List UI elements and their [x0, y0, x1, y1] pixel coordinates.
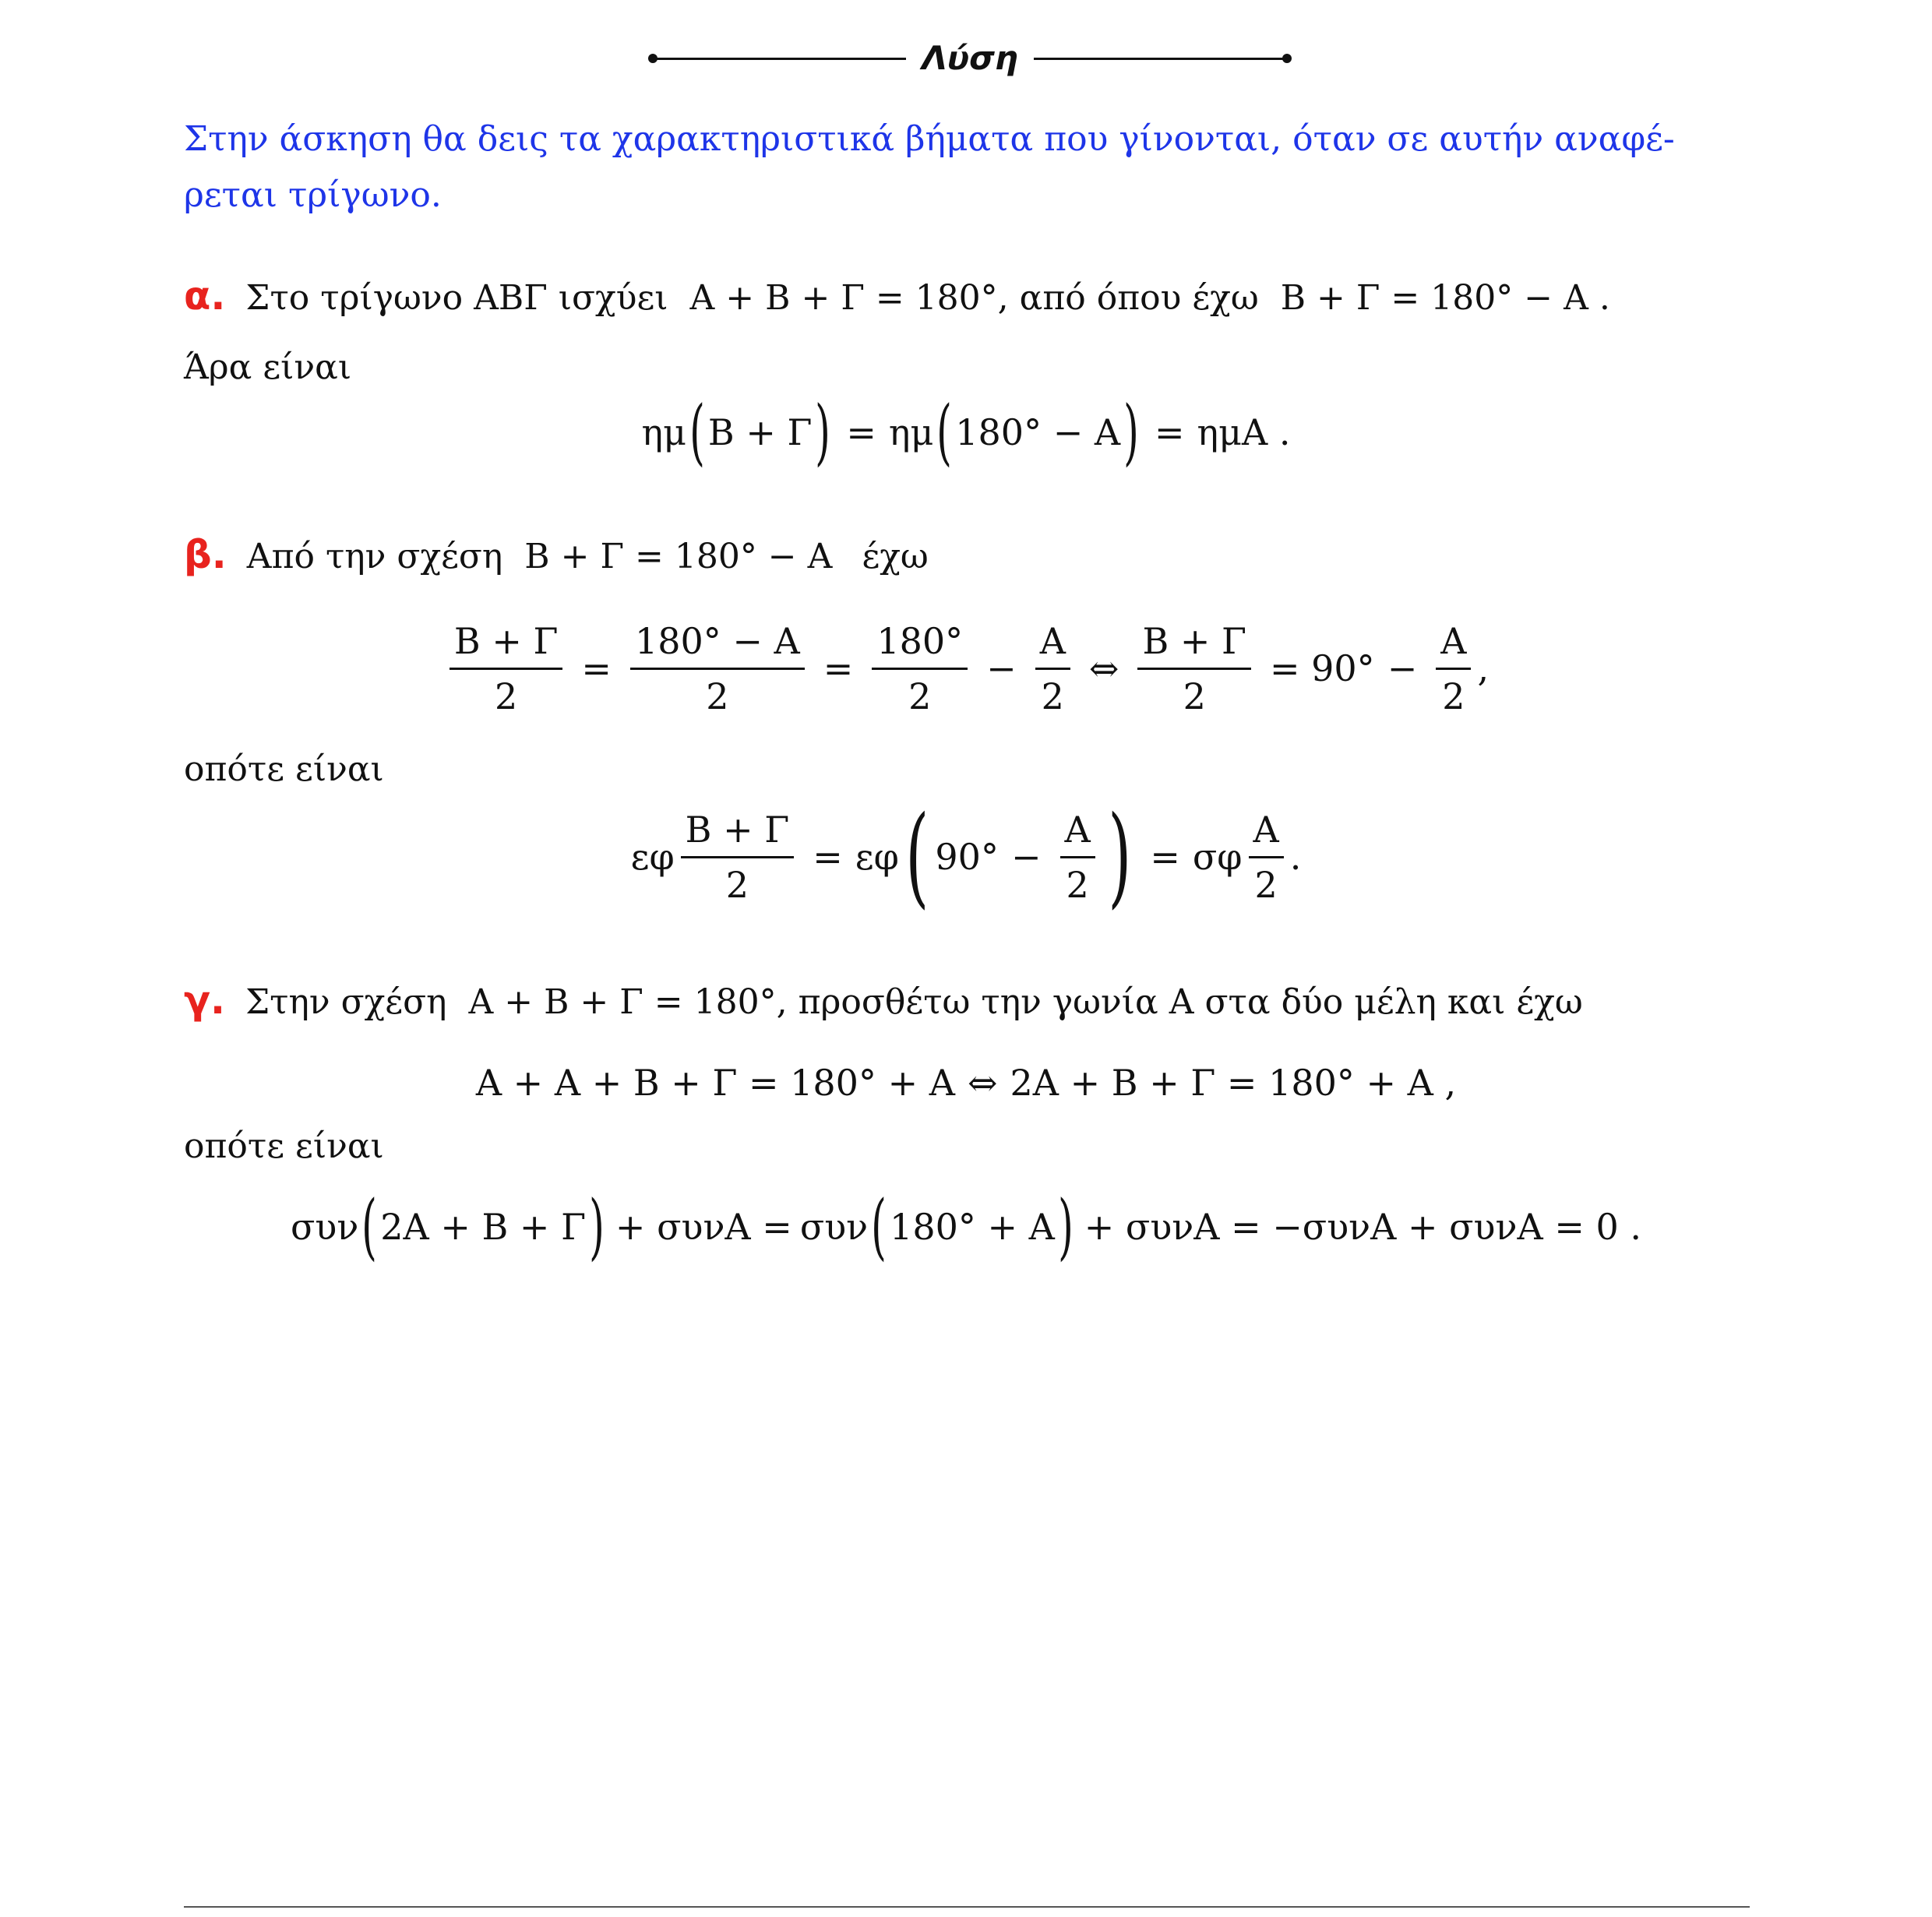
right-paren: ) [1123, 390, 1139, 474]
iff-arrow: ⇔ [967, 1062, 998, 1104]
equals-sign: = [1150, 836, 1180, 878]
part-c-end-text: , προσθέτω την γωνία Α στα δύο μέλη και έχω [776, 982, 1583, 1022]
header-left-rule [653, 58, 906, 60]
solution-header [0, 31, 1932, 86]
equals-sign: = [581, 647, 612, 689]
header-right-rule [1034, 58, 1287, 60]
cosine-function: συν [291, 1206, 359, 1248]
equals-sign: = [813, 836, 843, 878]
fraction: $\frac{A}{2}$ [1249, 808, 1284, 907]
part-b-text: Από την σχέση [246, 537, 503, 576]
part-b-equation: Β + Γ = 180° − Α [524, 537, 833, 576]
left-paren: ( [361, 1185, 378, 1268]
left-paren: ( [905, 793, 929, 920]
part-b-display-equation-2 [0, 795, 1932, 919]
fraction: $\frac{A}{2}$ [1436, 619, 1471, 718]
cosine-result: + συνΑ = −συνΑ + συνΑ = 0 . [1084, 1206, 1641, 1248]
fraction: $\frac{A}{2}$ [1060, 808, 1095, 907]
left-paren: ( [689, 390, 705, 474]
plus-cosine-a-equals: + συνΑ = [615, 1206, 792, 1248]
footer-rule [184, 1906, 1750, 1908]
part-c-display-equation-2 [0, 1184, 1932, 1270]
part-a-display-equation [0, 389, 1932, 475]
right-paren: ) [589, 1185, 605, 1268]
right-paren: ) [815, 390, 831, 474]
part-c-marker: γ. [184, 978, 226, 1023]
iff-arrow: ⇔ [1088, 647, 1119, 689]
part-c-line-1 [184, 977, 1583, 1026]
ninety-degrees: 90° [935, 836, 999, 878]
equals-sign: = [846, 411, 876, 453]
part-b-marker: β. [184, 532, 227, 577]
sine-argument-1: Β + Γ [707, 411, 813, 453]
comma: , [1477, 647, 1490, 689]
fraction: $\frac{180^\circ}{2}$ [872, 619, 968, 718]
tangent-function: εφ [630, 836, 675, 878]
equals-ninety: = 90° [1269, 647, 1375, 689]
sine-function: ημ [641, 411, 687, 453]
part-a-equation-2: Β + Γ = 180° − Α . [1280, 278, 1610, 318]
part-a-mid-text: , από όπου έχω [997, 278, 1259, 318]
fraction: $\frac{A}{2}$ [1035, 619, 1070, 718]
fraction: $\frac{B + \Gamma}{2}$ [450, 619, 563, 718]
minus-sign: − [986, 647, 1017, 689]
tangent-function: εφ [855, 836, 899, 878]
part-c-display-equation-1 [0, 1055, 1932, 1110]
minus-sign: − [1010, 836, 1042, 878]
sine-argument-2: 180° − Α [955, 411, 1121, 453]
cosine-argument-2: 180° + Α [890, 1206, 1055, 1248]
part-a-line-1 [184, 273, 1610, 322]
equation-right: 2Α + Β + Γ = 180° + Α , [1010, 1062, 1457, 1104]
cosine-function: συν [799, 1206, 869, 1248]
part-b-line-1 [184, 531, 929, 580]
solution-title: Λύση [922, 39, 1018, 77]
header-right-dot [1282, 54, 1292, 63]
minus-sign: − [1387, 647, 1418, 689]
equals-sign: = [1154, 411, 1185, 453]
part-a-text: Στο τρίγωνο ΑΒΓ ισχύει [245, 278, 668, 318]
part-c-text: Στην σχέση [245, 982, 447, 1022]
left-paren: ( [871, 1185, 887, 1268]
intro-paragraph: Στην άσκηση θα δεις τα χαρακτηριστικά βήματα που γίνονται, όταν σε αυτήν αναφέ-ρεται τρίγωνο. [184, 119, 1675, 215]
part-b-line-2: οπότε είναι [184, 749, 384, 789]
part-c-line-2: οπότε είναι [184, 1126, 384, 1166]
part-a-equation-1: Α + Β + Γ = 180° [689, 278, 998, 318]
equation-left: Α + Α + Β + Γ = 180° + Α [475, 1062, 955, 1104]
fraction: $\frac{B + \Gamma}{2}$ [1137, 619, 1251, 718]
period: . [1289, 836, 1302, 878]
sine-function: ημ [888, 411, 934, 453]
part-a-line-2: Άρα είναι [184, 347, 352, 387]
fraction: $\frac{180^\circ - A}{2}$ [630, 619, 805, 718]
part-c-equation: Α + Β + Γ = 180° [468, 982, 777, 1022]
part-b-display-equation-1 [0, 615, 1932, 721]
sine-result: ημΑ . [1197, 411, 1291, 453]
cotangent-function: σφ [1192, 836, 1243, 878]
left-paren: ( [936, 390, 953, 474]
equals-sign: = [823, 647, 854, 689]
fraction: $\frac{B + \Gamma}{2}$ [681, 808, 795, 907]
right-paren: ) [1108, 793, 1132, 920]
part-a-marker: α. [184, 273, 226, 319]
part-b-end-text: έχω [862, 537, 929, 576]
right-paren: ) [1057, 1185, 1074, 1268]
cosine-argument-1: 2Α + Β + Γ [380, 1206, 587, 1248]
